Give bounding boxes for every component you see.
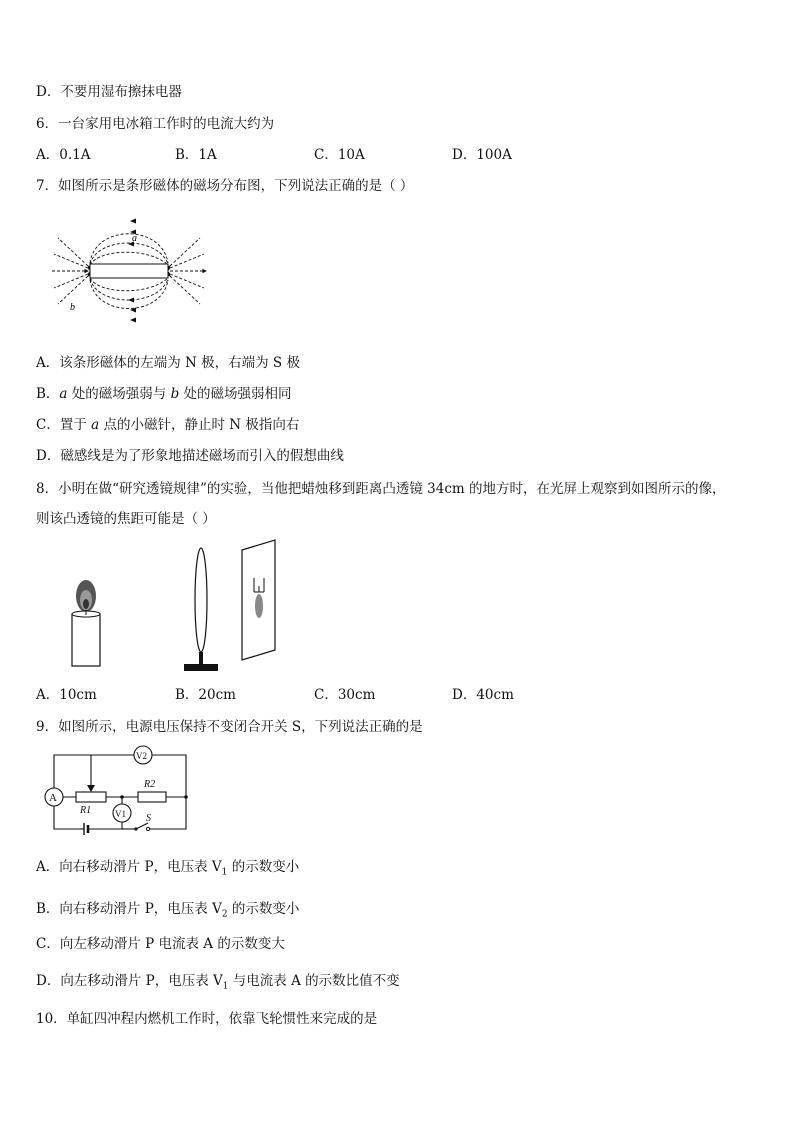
q7-option-c: C．置于 a 点的小磁针，静止时 N 极指向右: [36, 417, 300, 433]
r1-label: R1: [80, 805, 92, 816]
q8-option-a: A．10cm: [36, 687, 97, 703]
circuit-diagram-figure: [40, 745, 200, 840]
q9-option-d: D．向左移动滑片 P，电压表 $V_1$ 与电流表 A 的示数比值不变: [36, 973, 400, 992]
q6-option-d: D．100A: [452, 147, 512, 163]
q9-option-b: B．向右移动滑片 P，电压表 $V_2$ 的示数变小: [36, 901, 300, 920]
q6-option-a: A．0.1A: [36, 147, 91, 163]
q9-option-a: A．向右移动滑片 P，电压表 $V_1$ 的示数变小: [36, 859, 300, 878]
ammeter-label: A: [49, 792, 57, 804]
q7-stem: 7．如图所示是条形磁体的磁场分布图，下列说法正确的是（ ）: [36, 178, 414, 194]
q8-option-b: B．20cm: [175, 687, 236, 703]
light-screen-icon: [242, 540, 275, 660]
q10-stem: 10．单缸四冲程内燃机工作时，依靠飞轮惯性来完成的是: [36, 1011, 378, 1027]
q8-option-c: C．30cm: [314, 687, 376, 703]
q8-stem-line-2: 则该凸透镜的焦距可能是（ ）: [36, 511, 216, 527]
q9-stem: 9．如图所示，电源电压保持不变闭合开关 S，下列说法正确的是: [36, 719, 423, 735]
q5-option-d: D．不要用湿布擦抹电器: [36, 84, 182, 100]
v1-label: V1: [115, 809, 126, 819]
figure-label-a: a: [132, 233, 137, 244]
q8-stem-line-1: 8．小明在做“研究透镜规律”的实验，当他把蜡烛移到距离凸透镜 34cm 的地方时，在光屏上观察到如图所示的像，: [36, 481, 726, 497]
switch-label: S: [146, 813, 151, 824]
candle-icon: [72, 580, 100, 666]
q6-option-c: C．10A: [314, 147, 365, 163]
candle-lens-screen-figure: [60, 538, 290, 673]
q6-stem: 6．一台家用电冰箱工作时的电流大约为: [36, 116, 275, 132]
q8-option-d: D．40cm: [452, 687, 514, 703]
bar-magnet-field-figure: [50, 218, 210, 323]
convex-lens-icon: [184, 548, 218, 671]
figure-label-b: b: [70, 302, 75, 313]
r2-label: R2: [144, 779, 156, 790]
q6-option-b: B．1A: [175, 147, 217, 163]
q7-option-d: D．磁感线是为了形象地描述磁场而引入的假想曲线: [36, 448, 344, 464]
q7-option-a: A．该条形磁体的左端为 N 极，右端为 S 极: [36, 355, 300, 371]
q7-option-b: B．a 处的磁场强弱与 b 处的磁场强弱相同: [36, 386, 292, 402]
q9-option-c: C．向左移动滑片 P 电流表 A 的示数变大: [36, 936, 285, 952]
v2-label: V2: [136, 751, 147, 761]
